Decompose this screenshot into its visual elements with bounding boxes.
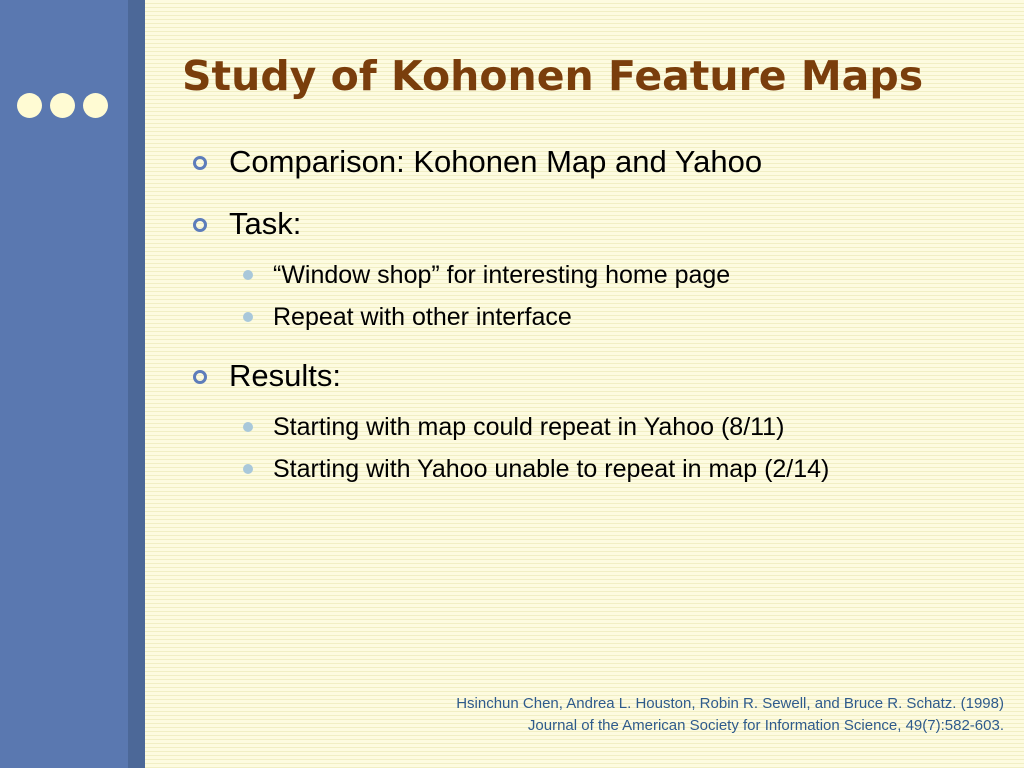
bullet-list — [190, 144, 990, 484]
sidebar-edge — [128, 0, 145, 768]
disc-bullet-icon — [243, 464, 253, 474]
bullet-text: Task: — [229, 206, 302, 241]
sub-bullet-map-first — [190, 412, 990, 442]
citation-journal: Journal of the American Society for Information Science, 49(7):582-603. — [527, 717, 1004, 734]
disc-bullet-icon — [243, 312, 253, 322]
dot-icon — [50, 93, 75, 118]
sub-bullet-repeat — [190, 302, 990, 332]
sub-bullet-text: Starting with Yahoo unable to repeat in map (2/14) — [273, 455, 830, 483]
bullet-text: Comparison: Kohonen Map and Yahoo — [229, 144, 763, 179]
citation-authors: Hsinchun Chen, Andrea L. Houston, Robin R. Sewell, and Bruce R. Schatz. (1998) — [456, 695, 1004, 712]
disc-bullet-icon — [243, 270, 253, 280]
sub-bullet-yahoo-first — [190, 454, 990, 484]
disc-bullet-icon — [243, 422, 253, 432]
slide-title: Study of Kohonen Feature Maps — [182, 52, 924, 100]
sub-bullet-text: Repeat with other interface — [273, 303, 572, 331]
bullet-text: Results: — [229, 358, 341, 393]
ring-bullet-icon — [193, 370, 207, 384]
bullet-results — [190, 358, 990, 394]
bullet-comparison — [190, 144, 990, 180]
bullet-task — [190, 206, 990, 242]
ring-bullet-icon — [193, 218, 207, 232]
decorative-dots — [17, 93, 108, 118]
sub-bullet-window-shop — [190, 260, 990, 290]
sub-bullet-text: Starting with map could repeat in Yahoo (8/11) — [273, 413, 785, 441]
sub-bullet-text: “Window shop” for interesting home page — [273, 261, 731, 289]
dot-icon — [17, 93, 42, 118]
citation — [456, 693, 1004, 737]
ring-bullet-icon — [193, 156, 207, 170]
dot-icon — [83, 93, 108, 118]
